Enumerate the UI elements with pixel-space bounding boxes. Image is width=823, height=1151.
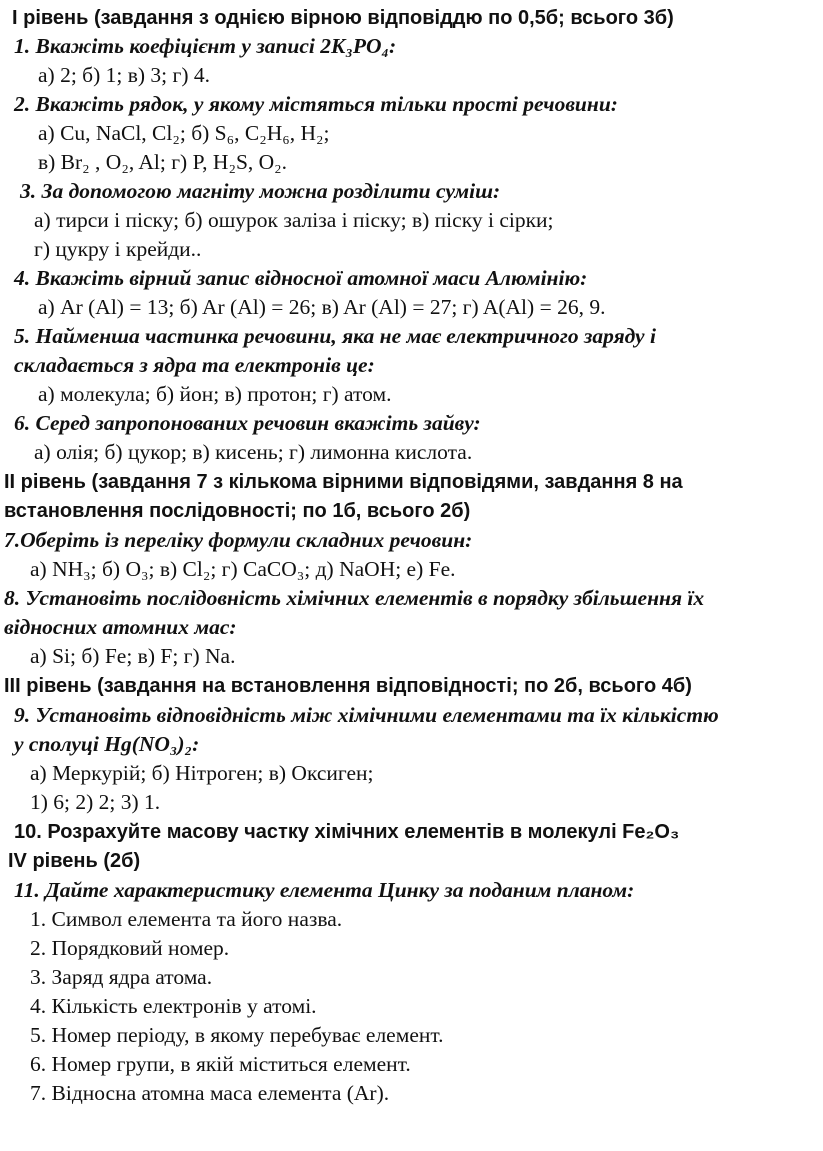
question-8-line-2: відносних атомних мас: [4,615,237,639]
level-4-heading: IV рівень (2б) [8,850,141,872]
plan-item-5: 5. Номер періоду, в якому перебуває елемент. [30,1023,444,1047]
level-1-heading: І рівень (завдання з однією вірною відповіддю по 0,5б; всього 3б) [12,7,674,29]
question-8-options: а) Si; б) Fe; в) F; г) Na. [30,644,236,668]
question-3-options-g: г) цукру і крейди.. [34,237,202,261]
level-2-heading-line-1: ІІ рівень (завдання 7 з кількома вірними відповідями, завдання 8 на [4,471,683,493]
question-3: 3. За допомогою магніту можна розділити суміш: [20,179,501,203]
question-6: 6. Серед запропонованих речовин вкажіть зайву: [14,411,481,435]
level-2-heading-line-2: встановлення послідовності; по 1б, всього 2б) [4,500,471,522]
question-2: 2. Вкажіть рядок, у якому містяться тільки прості речовини: [14,92,618,116]
question-7: 7.Оберіть із переліку формули складних речовин: [4,528,473,552]
question-8-line-1: 8. Установіть послідовність хімічних елементів в порядку збільшення їх [4,586,705,610]
plan-item-3: 3. Заряд ядра атома. [30,965,213,989]
question-5-line-2: складається з ядра та електронів це: [14,353,375,377]
question-6-options: а) олія; б) цукор; в) кисень; г) лимонна кислота. [34,440,473,464]
level-3-heading: ІІІ рівень (завдання на встановлення відповідності; по 2б, всього 4б) [4,675,692,697]
question-5-options: а) молекула; б) йон; в) протон; г) атом. [38,382,392,406]
question-9-line-2: у сполуці Hg(NO₃)₂: [14,732,200,756]
question-10: 10. Розрахуйте масову частку хімічних елементів в молекулі Fe₂O₃ [14,821,680,843]
question-4: 4. Вкажіть вірний запис відносної атомної маси Алюмінію: [14,266,588,290]
question-11: 11. Дайте характеристику елемента Цинку за поданим планом: [14,878,635,902]
question-4-options: а) Ar (Al) = 13; б) Ar (Al) = 26; в) Ar (Al) = 27; г) A(Al) = 26, 9. [38,295,606,319]
question-3-options-abv: а) тирси і піску; б) ошурок заліза і піску; в) піску і сірки; [34,208,554,232]
question-2-options-ab: а) Cu, NaCl, Cl₂; б) S₆, C₂H₆, H₂; [38,121,330,145]
plan-item-4: 4. Кількість електронів у атомі. [30,994,317,1018]
question-9-quantities: 1) 6; 2) 2; 3) 1. [30,790,161,814]
question-7-options: а) NH₃; б) O₃; в) Cl₂; г) CaCO₃; д) NaOH; е) Fe. [30,557,456,581]
question-9-elements: а) Меркурій; б) Нітроген; в) Оксиген; [30,761,374,785]
plan-item-7: 7. Відносна атомна маса елемента (Ar). [30,1081,390,1105]
question-9-line-1: 9. Установіть відповідність між хімічними елементами та їх кількістю [14,703,719,727]
question-5-line-1: 5. Найменша частинка речовини, яка не має електричного заряду і [14,324,656,348]
plan-item-6: 6. Номер групи, в якій міститься елемент. [30,1052,411,1076]
plan-item-2: 2. Порядковий номер. [30,936,230,960]
plan-item-1: 1. Символ елемента та його назва. [30,907,343,931]
question-2-options-vg: в) Br₂ , O₂, Al; г) P, H₂S, O₂. [38,150,288,174]
question-1-options: а) 2; б) 1; в) 3; г) 4. [38,63,211,87]
question-1: 1. Вкажіть коефіцієнт у записі 2K₃PO₄: [14,34,397,58]
